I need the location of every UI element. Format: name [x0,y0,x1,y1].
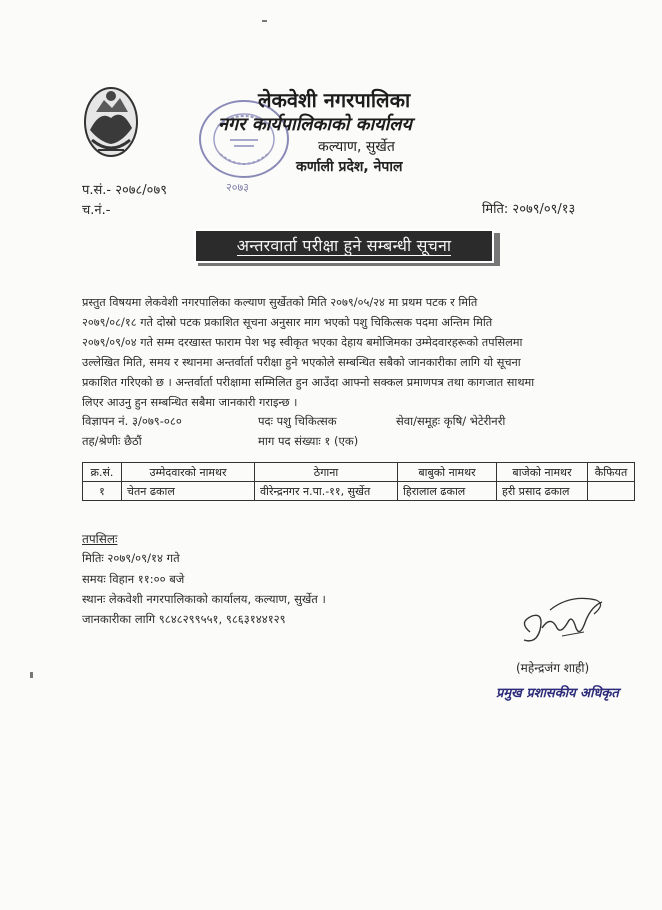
scan-speck [30,672,33,678]
interview-date: मितिः २०७९/०९/१४ गते [82,551,180,565]
signatory-title: प्रमुख प्रशासकीय अधिकृत [496,686,619,701]
notice-title: अन्तरवार्ता परीक्षा हुने सम्बन्धी सूचना [236,235,452,255]
col-remarks: कैफियत [588,463,635,482]
notice-title-box [194,229,494,263]
col-address: ठेगाना [255,463,398,482]
level: तह/श्रेणीः छैठौं [82,434,142,448]
interview-venue: स्थानः लेकवेशी नगरपालिकाको कार्यालय, कल्याण, सुर्खेत । [82,592,326,606]
interview-time: समयः विहान ११:०० बजे [82,572,185,586]
col-candidate-name: उम्मेदवारको नामथर [122,463,255,482]
col-father-name: बाबुको नामथर [398,463,497,482]
cell-serial: १ [83,482,122,501]
cell-remarks [588,482,635,501]
table-row [83,482,635,501]
municipality-name: लेकवेशी नगरपालिका [258,88,411,112]
letter-number: प.सं.- २०७८/०७९ [82,183,167,198]
col-grandfather-name: बाजेको नामथर [497,463,588,482]
issue-date: मिति: २०७९/०९/१३ [482,202,576,217]
advert-number: विज्ञापन नं. ३/०७९-०८० [82,414,182,428]
dispatch-number: च.नं.- [82,203,111,218]
office-name: नगर कार्यपालिकाको कार्यालय [218,114,412,135]
office-address: कल्याण, सुर्खेत [318,139,395,155]
scan-speck [262,20,267,22]
body-line: प्रकाशित गरिएको छ । अन्तर्वार्ता परीक्षामा सम्मिलित हुन आउँदा आफ्नो सक्कल प्रमाणपत्र तथा कागजात साथमा [82,376,535,389]
body-line: २०७९/०८/१८ गते दोस्रो पटक प्रकाशित सूचना अनुसार माग भएको पशु चिकित्सक पदमा अन्तिम मिति [82,316,493,329]
contact-numbers: जानकारीका लागि ९८४८२९९५५१, ९८६३१४४१२९ [82,612,286,626]
vacancy-count: माग पद संख्याः १ (एक) [258,434,359,448]
body-line: उल्लेखित मिति, समय र स्थानमा अन्तर्वार्ता परीक्षा हुने भएकोले सम्बन्धित सबैको जानकारीका लागि यो सूचना [82,356,521,369]
cell-address: वीरेन्द्रनगर न.पा.-११, सुर्खेत [255,482,398,501]
body-line: प्रस्तुत विषयमा लेकवेशी नगरपालिका कल्याण सुर्खेतको मिति २०७९/०५/२४ मा प्रथम पटक र मिति [82,296,478,309]
province-name: कर्णाली प्रदेश, नेपाल [296,159,403,175]
table-header-row [83,463,635,482]
post-name: पदः पशु चिकित्सक [258,414,337,428]
cell-father-name: हिरालाल ढकाल [398,482,497,501]
stamp-year: २०७३ [226,181,249,194]
service-group: सेवा/समूहः कृषि/ भेटेरीनरी [396,414,506,428]
cell-candidate-name: चेतन ढकाल [122,482,255,501]
details-heading: तपसिलः [82,532,118,546]
candidate-table [82,462,635,501]
nepal-emblem-icon [82,82,140,160]
col-serial: क्र.सं. [83,463,122,482]
body-line: २०७९/०९/०४ गते सम्म दरखास्त फाराम पेश भइ स्वीकृत भएका देहाय बमोजिमका उम्मेदवारहरूको तपसिलमा [82,336,523,349]
signatory-name: (महेन्द्रजंग शाही) [516,661,590,675]
signature-icon [510,592,610,654]
body-line: लिएर आउनु हुन सम्बन्धित सबैमा जानकारी गराइन्छ । [82,396,298,409]
cell-grandfather-name: हरी प्रसाद ढकाल [497,482,588,501]
